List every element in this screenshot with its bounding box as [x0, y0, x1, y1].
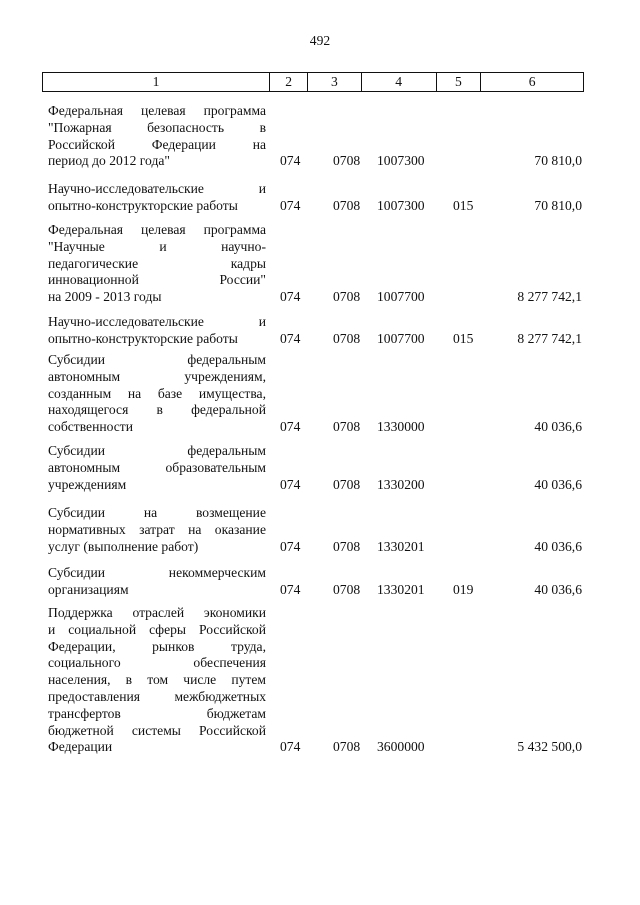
target-article-code: 1330201: [377, 538, 425, 554]
row-description: [48, 605, 266, 756]
section-code: 0708: [333, 419, 361, 435]
page-number: 492: [309, 33, 331, 48]
row-description: [48, 314, 266, 348]
target-article-code: 1330200: [377, 476, 425, 492]
description-line: Субсидии федеральным: [48, 443, 266, 458]
target-article-code: 1007300: [377, 197, 425, 213]
header-col-2: 2: [270, 73, 308, 91]
ministry-code: 074: [280, 419, 301, 435]
description-line: услуг (выполнение работ): [48, 538, 199, 554]
description-line: социального обеспечения: [48, 655, 266, 671]
header-col-5: 5: [437, 73, 482, 91]
description-line: "Пожарная безопасность в: [48, 119, 266, 135]
description-line: автономным образовательным: [48, 459, 266, 475]
amount-value: 5 432 500,0: [517, 739, 582, 755]
section-code: 0708: [333, 153, 361, 169]
description-line: на 2009 - 2013 годы: [48, 289, 162, 305]
header-col-1: 1: [43, 73, 270, 91]
description-line: Федеральная целевая программа: [48, 222, 266, 237]
ministry-code: 074: [280, 197, 301, 213]
description-line: Федеральная целевая программа: [48, 103, 266, 118]
description-line: бюджетной системы Российской: [48, 722, 266, 738]
description-line: Субсидии федеральным: [48, 352, 266, 367]
amount-value: 8 277 742,1: [517, 330, 582, 346]
header-col-3: 3: [308, 73, 362, 91]
target-article-code: 3600000: [377, 739, 425, 755]
description-line: учреждениям: [48, 476, 127, 492]
amount-value: 8 277 742,1: [517, 289, 582, 305]
amount-value: 40 036,6: [534, 581, 582, 597]
row-description: [48, 505, 266, 555]
ministry-code: 074: [280, 538, 301, 554]
section-code: 0708: [333, 581, 361, 597]
description-line: Субсидии на возмещение: [48, 505, 266, 520]
target-article-code: 1330201: [377, 581, 425, 597]
ministry-code: 074: [280, 476, 301, 492]
description-line: педагогические кадры: [48, 255, 266, 271]
description-line: инновационной России": [48, 272, 266, 288]
amount-value: 40 036,6: [534, 476, 582, 492]
description-line: нормативных затрат на оказание: [48, 521, 266, 537]
description-line: Научно-исследовательские и: [48, 181, 266, 196]
description-line: созданным на базе имущества,: [48, 385, 266, 401]
description-line: Поддержка отраслей экономики: [48, 605, 266, 620]
description-line: опытно-конструкторские работы: [48, 197, 238, 213]
ministry-code: 074: [280, 739, 301, 755]
target-article-code: 1007700: [377, 289, 425, 305]
target-article-code: 1007700: [377, 330, 425, 346]
description-line: предоставления межбюджетных: [48, 688, 266, 704]
row-description: [48, 222, 266, 306]
column-header-row: [42, 72, 584, 92]
expense-type-code: 015: [453, 330, 474, 346]
description-line: и социальной сферы Российской: [48, 621, 266, 637]
ministry-code: 074: [280, 581, 301, 597]
row-description: [48, 565, 266, 599]
description-line: населения, в том числе путем: [48, 672, 266, 688]
amount-value: 70 810,0: [534, 197, 582, 213]
description-line: Федерации: [48, 739, 113, 755]
description-line: трансфертов бюджетам: [48, 705, 266, 721]
expense-type-code: 019: [453, 581, 474, 597]
description-line: организациям: [48, 581, 129, 597]
amount-value: 70 810,0: [534, 153, 582, 169]
row-description: [48, 181, 266, 215]
description-line: Российской Федерации на: [48, 136, 266, 152]
expense-type-code: 015: [453, 197, 474, 213]
description-line: находящегося в федеральной: [48, 402, 266, 418]
target-article-code: 1330000: [377, 419, 425, 435]
ministry-code: 074: [280, 289, 301, 305]
section-code: 0708: [333, 289, 361, 305]
description-line: "Научные и научно-: [48, 238, 266, 254]
header-col-4: 4: [362, 73, 437, 91]
amount-value: 40 036,6: [534, 538, 582, 554]
row-description: [48, 103, 266, 170]
description-line: автономным учреждениям,: [48, 368, 266, 384]
description-line: собственности: [48, 419, 134, 435]
row-description: [48, 352, 266, 436]
ministry-code: 074: [280, 153, 301, 169]
header-col-6: 6: [528, 74, 536, 89]
ministry-code: 074: [280, 330, 301, 346]
description-line: опытно-конструкторские работы: [48, 330, 238, 346]
section-code: 0708: [333, 476, 361, 492]
section-code: 0708: [333, 739, 361, 755]
description-line: период до 2012 года": [48, 153, 170, 169]
target-article-code: 1007300: [377, 153, 425, 169]
description-line: Федерации, рынков труда,: [48, 638, 266, 654]
description-line: Субсидии некоммерческим: [48, 565, 266, 580]
row-description: [48, 443, 266, 493]
description-line: Научно-исследовательские и: [48, 314, 266, 329]
section-code: 0708: [333, 330, 361, 346]
amount-value: 40 036,6: [534, 419, 582, 435]
section-code: 0708: [333, 538, 361, 554]
section-code: 0708: [333, 197, 361, 213]
